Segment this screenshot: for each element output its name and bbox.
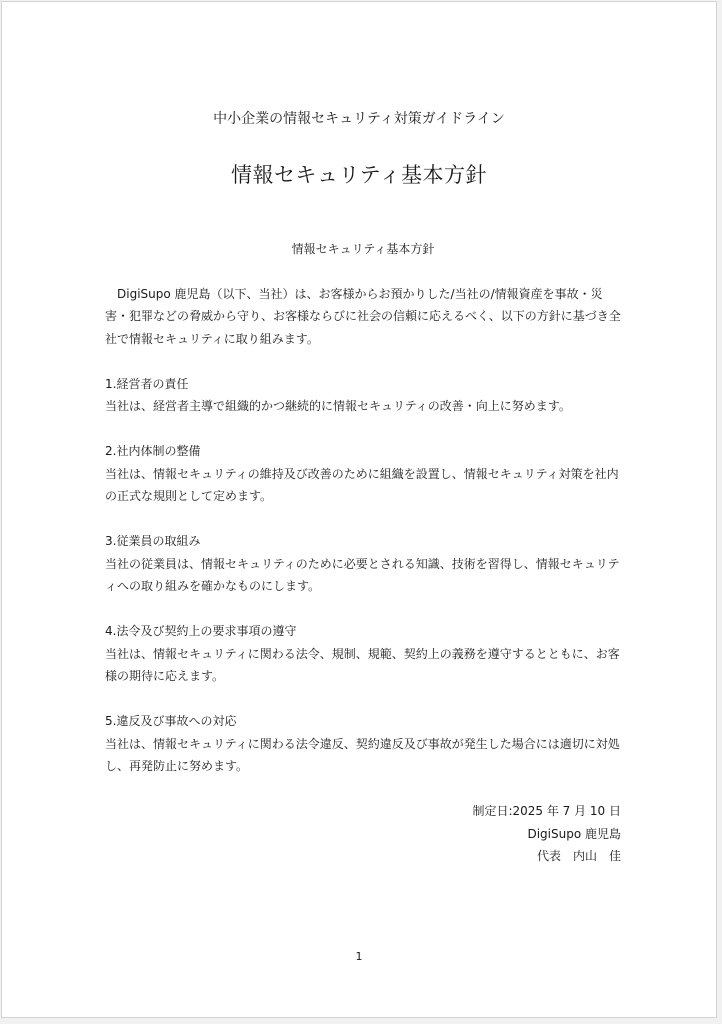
enactment-date: 制定日:2025 年 7 月 10 日	[472, 804, 621, 818]
policy-section	[105, 710, 621, 778]
section-title: 3.従業員の取組み	[105, 534, 201, 548]
section-text: 当社は、情報セキュリティの維持及び改善のために組織を設置し、情報セキュリティ対策を社内の正式な規則として定めます。	[105, 466, 619, 503]
section-text: 当社の従業員は、情報セキュリティのために必要とされる知識、技術を習得し、情報セキュリティへの取り組みを確かなものにします。	[105, 556, 620, 593]
signature-block	[105, 800, 621, 868]
document-subtitle: 中小企業の情報セキュリティ対策ガイドライン	[213, 111, 505, 127]
section-title: 1.経営者の責任	[105, 376, 189, 391]
intro-paragraph: DigiSupo 鹿児島（以下、当社）は、お客様からお預かりした/当社の/情報資産を事故・災害・犯罪などの脅威から守り、お客様ならびに社会の信頼に応えるべく、以下の方針に基づき全社で情報セキュリティに取り組みます。	[105, 286, 621, 346]
section-text: 当社は、情報セキュリティに関わる法令、規制、規範、契約上の義務を遵守するとともに、お客様の期待に応えます。	[105, 646, 620, 683]
section-text: 当社は、情報セキュリティに関わる法令違反、契約違反及び事故が発生した場合には適切に対処し、再発防止に努めます。	[105, 736, 620, 773]
document-body	[105, 238, 621, 868]
policy-section	[105, 373, 621, 418]
document-title: 情報セキュリティ基本方針	[231, 163, 487, 187]
policy-section	[105, 620, 621, 688]
section-text: 当社は、経営者主導で組織的かつ継続的に情報セキュリティの改善・向上に努めます。	[105, 399, 571, 413]
company-name: DigiSupo 鹿児島	[527, 826, 621, 841]
section-title: 5.違反及び事故への対応	[105, 714, 237, 728]
representative-name: 代表 内山 佳	[536, 849, 621, 863]
policy-section	[105, 530, 621, 598]
section-title: 2.社内体制の整備	[105, 444, 201, 458]
page-number: 1	[355, 950, 363, 963]
policy-heading: 情報セキュリティ基本方針	[291, 242, 435, 256]
section-title: 4.法令及び契約上の要求事項の遵守	[105, 624, 297, 638]
policy-section	[105, 440, 621, 508]
document-page	[1, 1, 717, 1018]
